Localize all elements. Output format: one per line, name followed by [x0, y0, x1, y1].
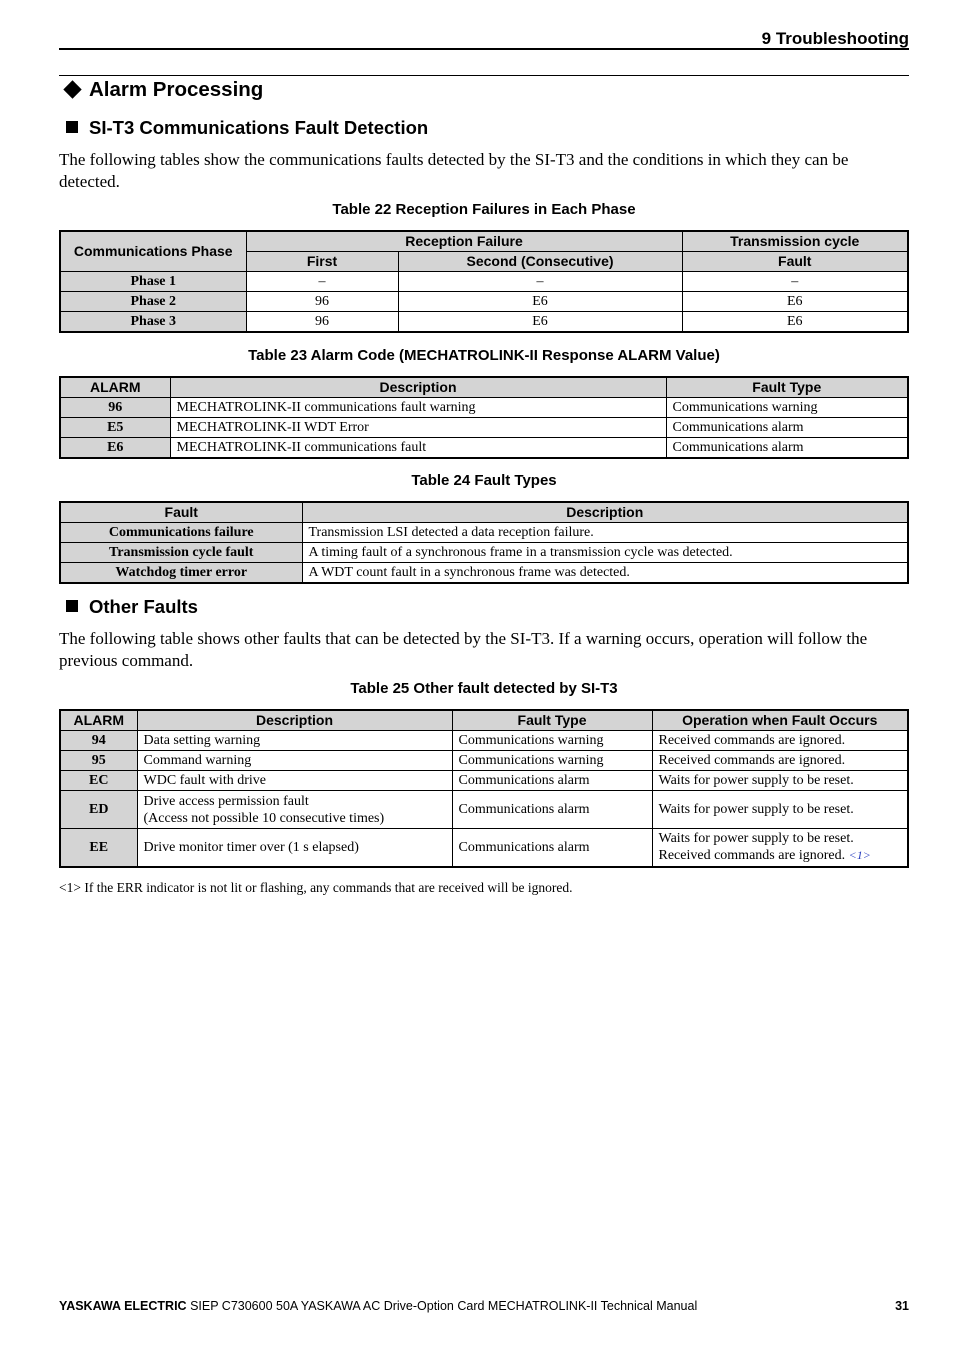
alarm-cell: EE	[60, 829, 137, 867]
other-faults-paragraph: The following table shows other faults that can be detected by the SI-T3. If a warning occurs, operation will follow the previous command.	[59, 629, 868, 670]
alarm-cell: 94	[60, 731, 137, 751]
page-footer	[59, 1299, 909, 1313]
table-row	[60, 751, 908, 771]
footnote: <1> If the ERR indicator is not lit or flashing, any commands that are received will be ignored.	[59, 880, 573, 895]
fault-type-cell: Communications alarm	[666, 438, 908, 459]
table22-reception-failures	[59, 230, 909, 333]
intro-paragraph: The following tables show the communications faults detected by the SI-T3 and the conditions in which they can be detected.	[59, 150, 849, 191]
description-cell: Command warning	[137, 751, 452, 771]
operation-line-2: Received commands are ignored.	[658, 848, 846, 864]
description-cell: MECHATROLINK-II WDT Error	[170, 418, 666, 438]
operation-cell	[652, 829, 908, 867]
section-rule	[59, 75, 909, 76]
table-row	[60, 731, 908, 751]
description-line-2: (Access not possible 10 consecutive times)	[143, 810, 385, 826]
col-header-fault-type: Fault Type	[452, 710, 652, 731]
col-header-phase: Communications Phase	[60, 231, 246, 272]
col-header-alarm: ALARM	[60, 710, 137, 731]
alarm-cell: ED	[60, 791, 137, 829]
col-header-fault: Fault	[60, 502, 302, 523]
description-cell: Transmission LSI detected a data reception failure.	[302, 523, 908, 543]
table-row	[60, 563, 908, 584]
square-bullet-icon	[66, 121, 78, 133]
table-row	[60, 543, 908, 563]
footnote-reference-link[interactable]: <1>	[848, 848, 871, 863]
col-header-description: Description	[137, 710, 452, 731]
table25-caption: Table 25 Other fault detected by SI-T3	[350, 680, 618, 697]
chapter-heading: 9 Troubleshooting	[761, 29, 909, 48]
subsection-title-comm-fault	[66, 117, 428, 139]
description-cell: Drive monitor timer over (1 s elapsed)	[137, 829, 452, 867]
fault-type-cell: Communications alarm	[666, 418, 908, 438]
alarm-cell: EC	[60, 771, 137, 791]
col-header-reception: Reception Failure	[246, 231, 682, 252]
fault-cell: Transmission cycle fault	[60, 543, 302, 563]
table-row	[60, 398, 908, 418]
table24-fault-types	[59, 501, 909, 584]
second-cell: E6	[398, 312, 682, 333]
table23-caption: Table 23 Alarm Code (MECHATROLINK-II Response ALARM Value)	[248, 347, 720, 364]
fault-cell: –	[682, 272, 908, 292]
second-cell: –	[398, 272, 682, 292]
fault-type-cell: Communications warning	[452, 751, 652, 771]
description-cell: Data setting warning	[137, 731, 452, 751]
col-header-fault-type: Fault Type	[666, 377, 908, 398]
operation-cell: Received commands are ignored.	[652, 731, 908, 751]
operation-cell: Received commands are ignored.	[652, 751, 908, 771]
description-cell: A timing fault of a synchronous frame in a transmission cycle was detected.	[302, 543, 908, 563]
table22-caption: Table 22 Reception Failures in Each Phase	[332, 201, 636, 218]
fault-cell: Communications failure	[60, 523, 302, 543]
table24-caption: Table 24 Fault Types	[411, 472, 557, 489]
col-header-alarm: ALARM	[60, 377, 170, 398]
description-cell: MECHATROLINK-II communications fault warning	[170, 398, 666, 418]
subsection-title-text: Other Faults	[89, 596, 198, 617]
table23-alarm-codes	[59, 376, 909, 459]
table25-other-faults	[59, 709, 909, 868]
phase-cell: Phase 1	[60, 272, 246, 292]
fault-type-cell: Communications alarm	[452, 771, 652, 791]
fault-cell: E6	[682, 312, 908, 333]
col-header-description: Description	[170, 377, 666, 398]
footer-brand: YASKAWA ELECTRIC	[59, 1299, 187, 1313]
table-row	[60, 418, 908, 438]
fault-type-cell: Communications alarm	[452, 829, 652, 867]
subsection-title-other-faults	[66, 596, 198, 618]
second-cell: E6	[398, 292, 682, 312]
alarm-cell: E6	[60, 438, 170, 459]
operation-cell: Waits for power supply to be reset.	[652, 771, 908, 791]
first-cell: –	[246, 272, 398, 292]
fault-cell: E6	[682, 292, 908, 312]
col-header-fault: Fault	[682, 252, 908, 272]
operation-line-1: Waits for power supply to be reset.	[658, 831, 854, 847]
table-row	[60, 523, 908, 543]
section-title	[63, 78, 263, 102]
col-header-transmission: Transmission cycle	[682, 231, 908, 252]
table-row	[60, 771, 908, 791]
first-cell: 96	[246, 292, 398, 312]
table-row	[60, 272, 908, 292]
operation-cell: Waits for power supply to be reset.	[652, 791, 908, 829]
description-cell: MECHATROLINK-II communications fault	[170, 438, 666, 459]
table-row	[60, 292, 908, 312]
footer-document-title: SIEP C730600 50A YASKAWA AC Drive-Option Card MECHATROLINK-II Technical Manual	[190, 1299, 698, 1313]
description-cell: WDC fault with drive	[137, 771, 452, 791]
fault-type-cell: Communications warning	[666, 398, 908, 418]
description-cell: A WDT count fault in a synchronous frame was detected.	[302, 563, 908, 584]
section-title-text: Alarm Processing	[89, 78, 264, 101]
col-header-first: First	[246, 252, 398, 272]
phase-cell: Phase 2	[60, 292, 246, 312]
table-row	[60, 791, 908, 829]
col-header-second: Second (Consecutive)	[398, 252, 682, 272]
alarm-cell: E5	[60, 418, 170, 438]
phase-cell: Phase 3	[60, 312, 246, 333]
fault-type-cell: Communications alarm	[452, 791, 652, 829]
header-rule	[59, 48, 909, 50]
square-bullet-icon	[66, 600, 78, 612]
description-line-1: Drive access permission fault	[143, 793, 309, 809]
table-row	[60, 438, 908, 459]
fault-type-cell: Communications warning	[452, 731, 652, 751]
col-header-description: Description	[302, 502, 908, 523]
diamond-bullet-icon	[63, 80, 81, 98]
table-row	[60, 829, 908, 867]
subsection-title-text: SI-T3 Communications Fault Detection	[89, 117, 429, 138]
col-header-operation: Operation when Fault Occurs	[652, 710, 908, 731]
first-cell: 96	[246, 312, 398, 333]
alarm-cell: 96	[60, 398, 170, 418]
fault-cell: Watchdog timer error	[60, 563, 302, 584]
alarm-cell: 95	[60, 751, 137, 771]
table-row	[60, 312, 908, 333]
page-number: 31	[895, 1299, 909, 1313]
description-cell	[137, 791, 452, 829]
